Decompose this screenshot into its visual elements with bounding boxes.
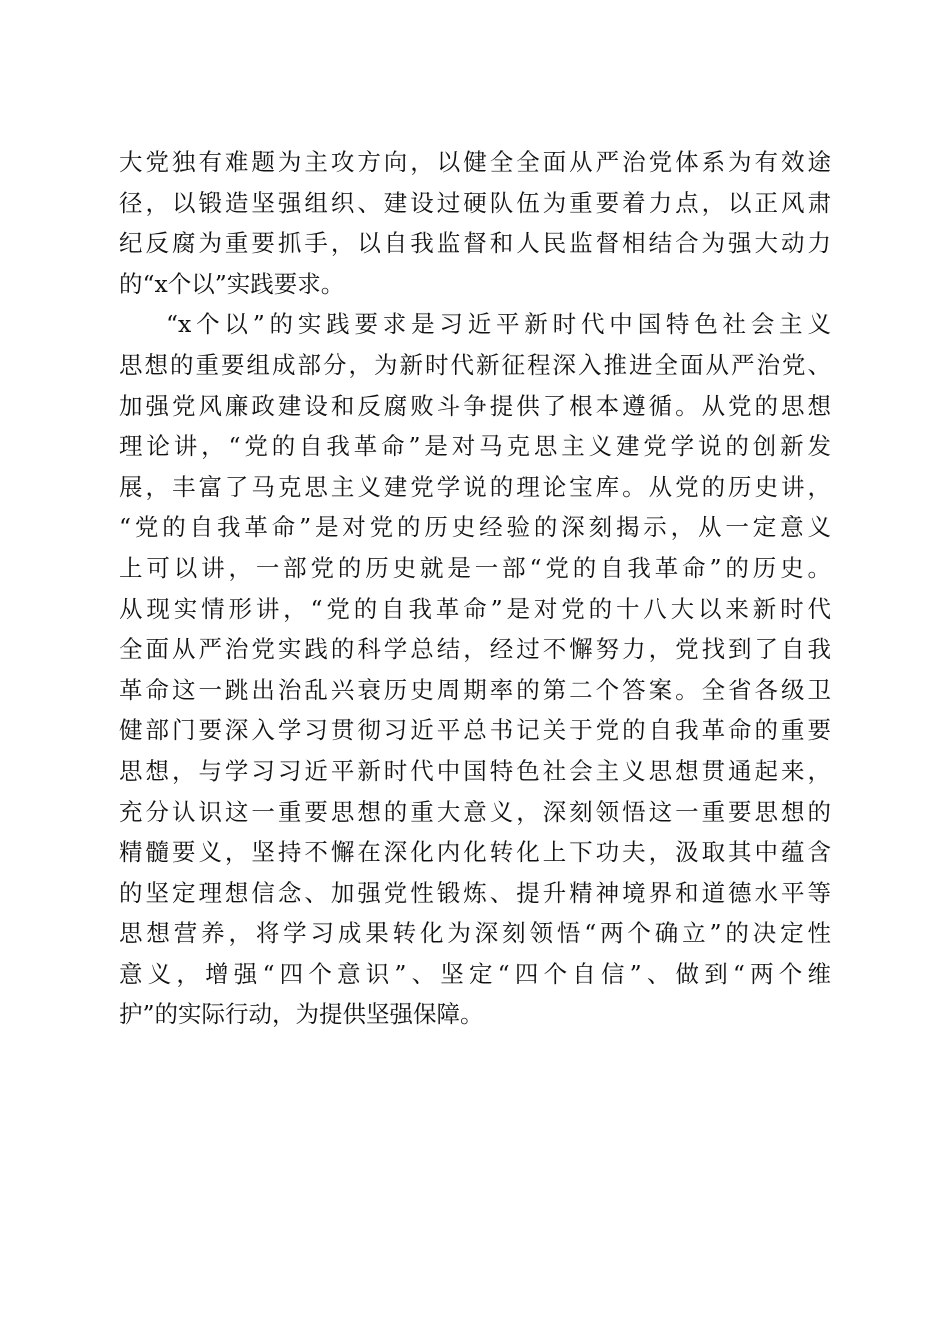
paragraph-1 [119, 142, 831, 304]
text-line: “x个以”的实践要求是习近平新时代中国特色社会主义 [166, 310, 831, 339]
text-line: 健部门要深入学习贯彻习近平总书记关于党的自我革命的重要 [119, 716, 831, 745]
text-line: 思想，与学习习近平新时代中国特色社会主义思想贯通起来， [119, 756, 831, 785]
text-line: 的“x个以”实践要求。 [119, 269, 345, 298]
text-line: 纪反腐为重要抓手，以自我监督和人民监督相结合为强大动力 [119, 229, 831, 258]
text-line: 从现实情形讲，“党的自我革命”是对党的十八大以来新时代 [119, 594, 831, 623]
text-line: 全面从严治党实践的科学总结，经过不懈努力，党找到了自我 [119, 635, 831, 664]
document-body [119, 142, 831, 1035]
text-line: 展，丰富了马克思主义建党学说的理论宝库。从党的历史讲， [119, 472, 831, 501]
text-line: 精髓要义，坚持不懈在深化内化转化上下功夫，汲取其中蕴含 [119, 838, 831, 867]
text-line: 革命这一跳出治乱兴衰历史周期率的第二个答案。全省各级卫 [119, 675, 831, 704]
text-line: 理论讲，“党的自我革命”是对马克思主义建党学说的创新发 [119, 432, 831, 461]
text-line: 意义，增强“四个意识”、坚定“四个自信”、做到“两个维 [119, 959, 831, 988]
text-line: 大党独有难题为主攻方向，以健全全面从严治党体系为有效途 [119, 148, 831, 176]
text-line: 的坚定理想信念、加强党性锻炼、提升精神境界和道德水平等 [119, 878, 831, 907]
text-line: 思想的重要组成部分，为新时代新征程深入推进全面从严治党、 [119, 350, 831, 379]
text-line: 加强党风廉政建设和反腐败斗争提供了根本遵循。从党的思想 [119, 391, 831, 420]
paragraph-2 [119, 304, 831, 1035]
text-line: 径，以锻造坚强组织、建设过硬队伍为重要着力点，以正风肃 [119, 188, 831, 217]
text-line: 充分认识这一重要思想的重大意义，深刻领悟这一重要思想的 [119, 797, 831, 826]
text-line: 上可以讲，一部党的历史就是一部“党的自我革命”的历史。 [119, 553, 831, 582]
text-line: 思想营养，将学习成果转化为深刻领悟“两个确立”的决定性 [119, 919, 831, 948]
text-line: “党的自我革命”是对党的历史经验的深刻揭示，从一定意义 [119, 513, 831, 542]
text-line: 护”的实际行动，为提供坚强保障。 [119, 1000, 484, 1029]
